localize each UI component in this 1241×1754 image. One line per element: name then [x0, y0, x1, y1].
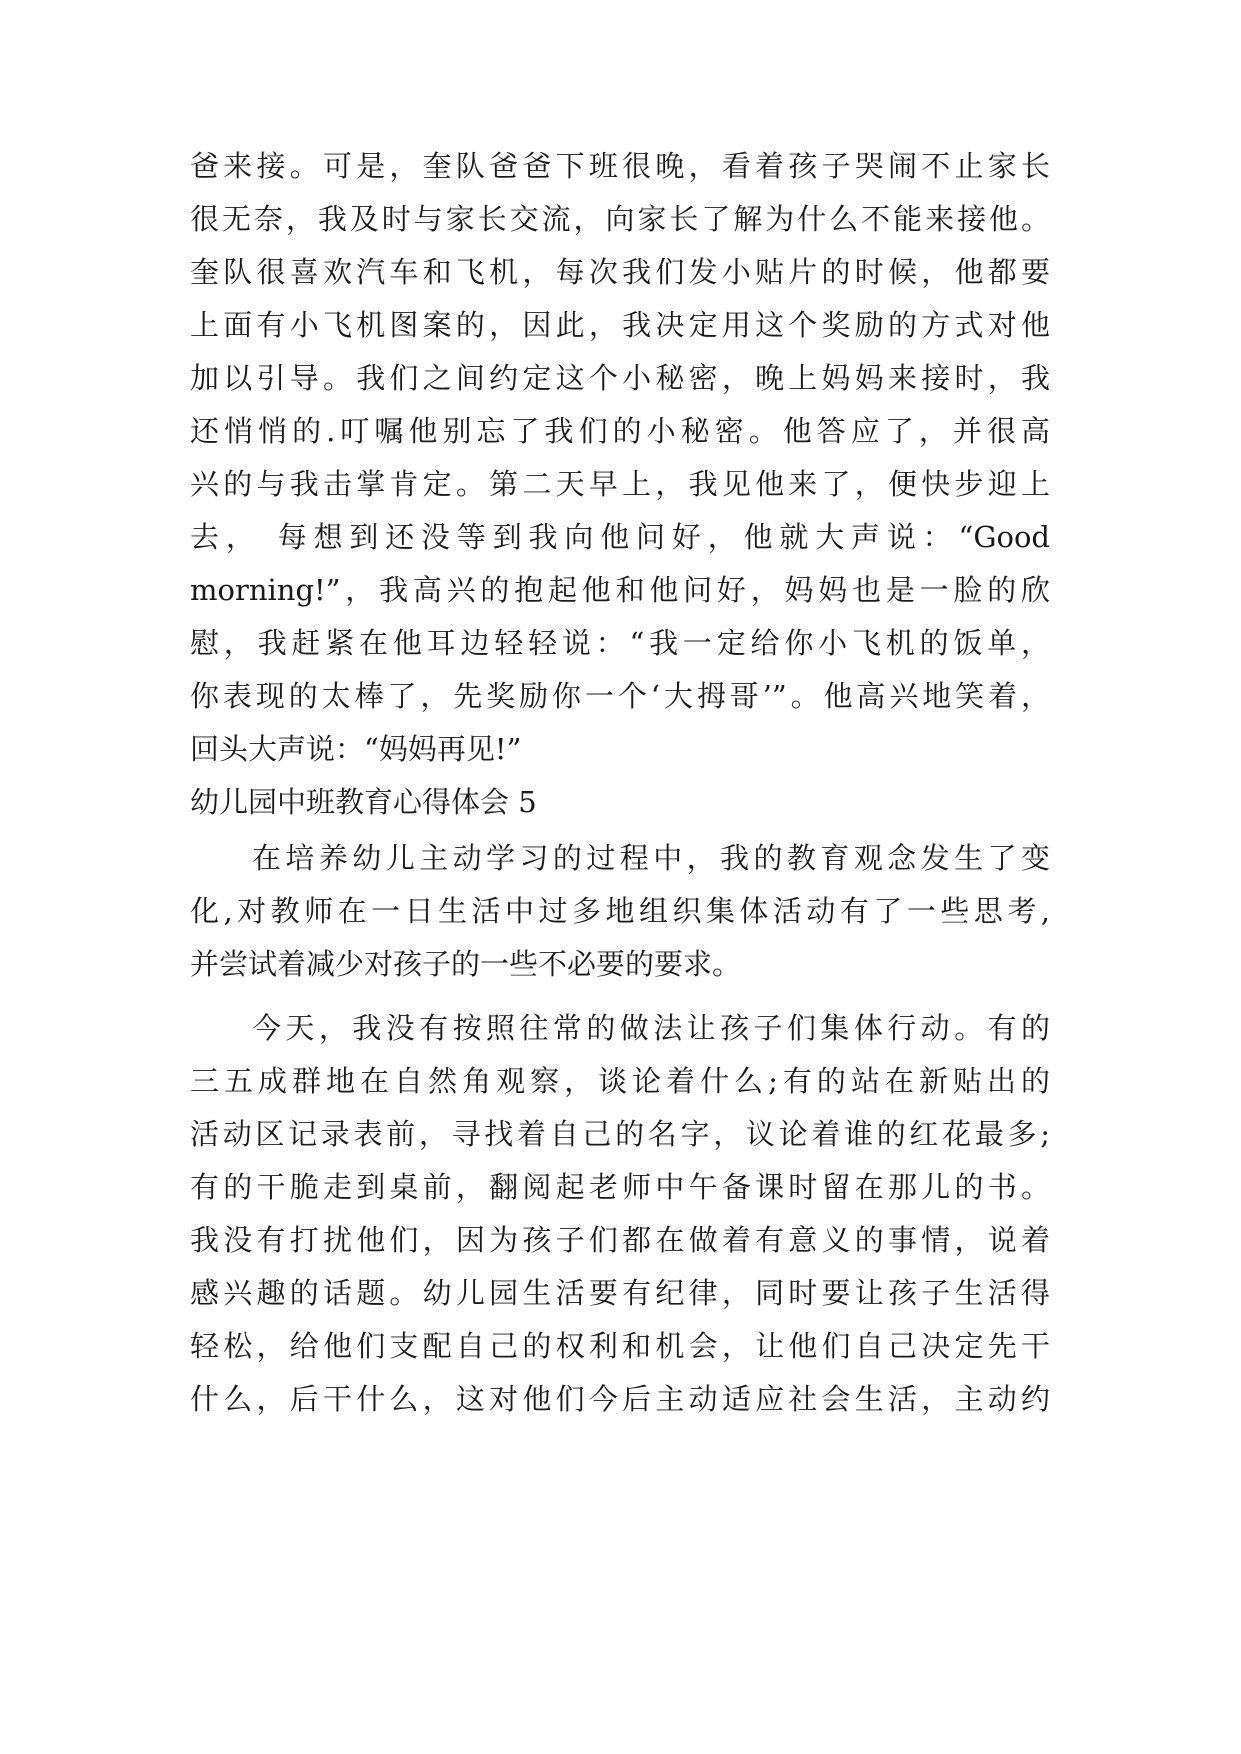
body-line: 奎队很喜欢汽车和飞机，每次我们发小贴片的时候，他都要	[190, 255, 1050, 289]
body-line: 你表现的太棒了，先奖励你一个‘大拇哥’”。他高兴地笑着，	[190, 679, 1050, 713]
body-line: 并尝试着减少对孩子的一些不必要的要求。	[190, 947, 742, 981]
body-line: 什么，后干什么，这对他们今后主动适应社会生活，主动约	[190, 1382, 1050, 1416]
body-line: 上面有小飞机图案的，因此，我决定用这个奖励的方式对他	[190, 308, 1050, 342]
body-line: 还悄悄的.叮嘱他别忘了我们的小秘密。他答应了，并很高	[190, 414, 1050, 448]
body-line: 三五成群地在自然角观察，谈论着什么;有的站在新贴出的	[190, 1064, 1050, 1098]
body-line: 今天，我没有按照往常的做法让孩子们集体行动。有的	[252, 1011, 1050, 1045]
section-heading: 幼儿园中班教育心得体会 5	[190, 785, 537, 819]
body-line: 化,对教师在一日生活中过多地组织集体活动有了一些思考,	[190, 894, 1050, 928]
body-line: 去， 每想到还没等到我向他问好，他就大声说：“Good	[190, 520, 1050, 554]
body-line: 慰，我赶紧在他耳边轻轻说：“我一定给你小飞机的饭单，	[190, 626, 1050, 660]
body-line: 在培养幼儿主动学习的过程中，我的教育观念发生了变	[252, 841, 1050, 875]
body-line: morning!”，我高兴的抱起他和他问好，妈妈也是一脸的欣	[190, 573, 1050, 607]
body-line: 兴的与我击掌肯定。第二天早上，我见他来了，便快步迎上	[190, 467, 1050, 501]
body-line: 轻松，给他们支配自己的权利和机会，让他们自己决定先干	[190, 1329, 1050, 1363]
body-line: 活动区记录表前，寻找着自己的名字，议论着谁的红花最多;	[190, 1117, 1050, 1151]
body-line: 加以引导。我们之间约定这个小秘密，晚上妈妈来接时，我	[190, 361, 1050, 395]
body-line: 我没有打扰他们，因为孩子们都在做着有意义的事情，说着	[190, 1223, 1050, 1257]
body-line: 很无奈，我及时与家长交流，向家长了解为什么不能来接他。	[190, 202, 1050, 236]
body-line: 回头大声说：“妈妈再见!”	[190, 732, 522, 766]
body-line: 有的干脆走到桌前，翻阅起老师中午备课时留在那儿的书。	[190, 1170, 1050, 1204]
body-line: 感兴趣的话题。幼儿园生活要有纪律，同时要让孩子生活得	[190, 1276, 1050, 1310]
body-line: 爸来接。可是，奎队爸爸下班很晚，看着孩子哭闹不止家长	[190, 149, 1050, 183]
